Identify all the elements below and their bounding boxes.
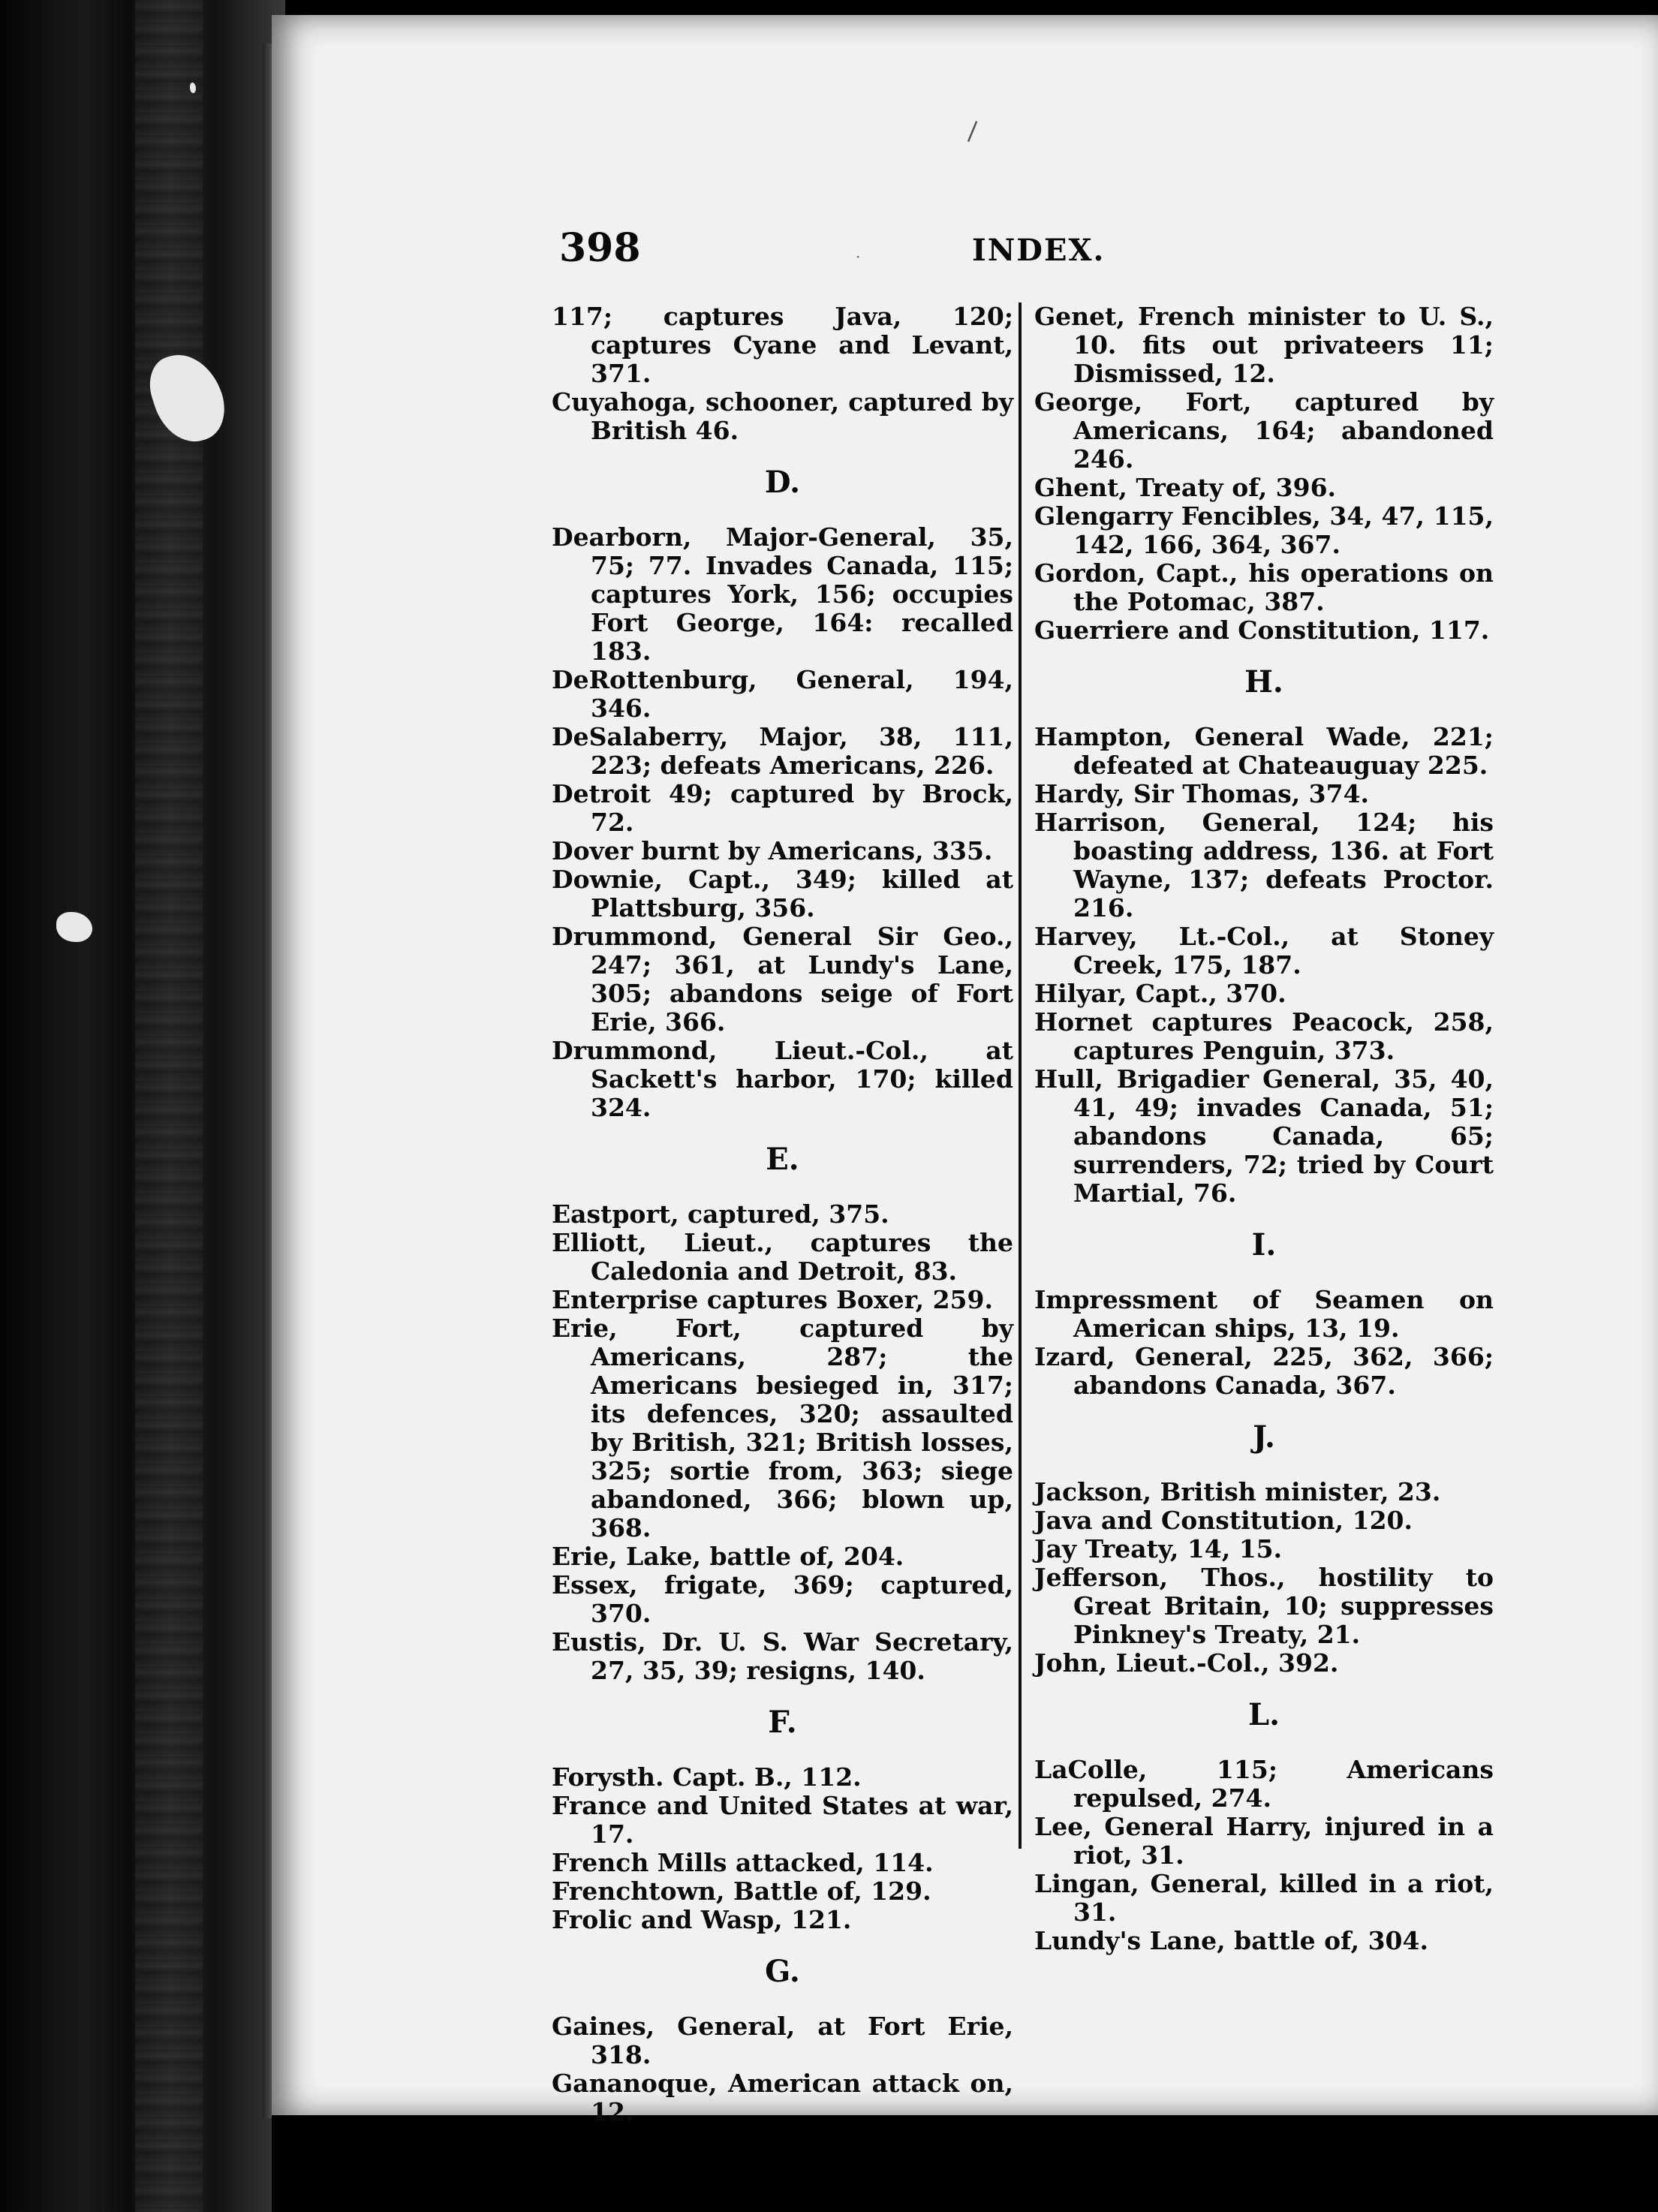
- index-entry: France and United States at war, 17.: [552, 1791, 1013, 1849]
- index-entry: Gaines, General, at Fort Erie, 318.: [552, 2012, 1013, 2069]
- section-letter: D.: [764, 465, 801, 500]
- index-entry: Essex, frigate, 369; captured, 370.: [552, 1570, 1013, 1628]
- index-entry: Jefferson, Thos., hostility to Great Britain, 10; suppresses Pinkney's Treaty, 21.: [1034, 1563, 1494, 1649]
- index-entry: Frolic and Wasp, 121.: [552, 1905, 852, 1934]
- index-entry: DeRottenburg, General, 194, 346.: [552, 665, 1013, 723]
- spine-texture: [135, 0, 203, 2212]
- index-entry: Harrison, General, 124; his boasting address, 136. at Fort Wayne, 137; defeats Proctor. 216.: [1034, 808, 1494, 922]
- index-column-left: [552, 302, 1013, 2126]
- page-title: INDEX.: [972, 233, 1106, 268]
- index-column-right: [1034, 302, 1494, 1955]
- index-entry: French Mills attacked, 114.: [552, 1848, 934, 1877]
- index-entry: Enterprise captures Boxer, 259.: [552, 1285, 993, 1314]
- index-entry: Drummond, Lieut.-Col., at Sackett's harbor, 170; killed 324.: [552, 1036, 1013, 1122]
- index-entry: Elliott, Lieut., captures the Caledonia and Detroit, 83.: [552, 1228, 1013, 1286]
- index-entry: John, Lieut.-Col., 392.: [1034, 1648, 1339, 1678]
- index-entry: Java and Constitution, 120.: [1034, 1506, 1413, 1535]
- index-entry: Hampton, General Wade, 221; defeated at Chateauguay 225.: [1034, 722, 1494, 780]
- index-entry: Gananoque, American attack on, 12.: [552, 2069, 1013, 2126]
- index-entry: Hilyar, Capt., 370.: [1034, 979, 1286, 1008]
- section-letter: J.: [1253, 1419, 1275, 1455]
- section-letter: G.: [765, 1954, 800, 1989]
- index-entry: Lingan, General, killed in a riot, 31.: [1034, 1869, 1494, 1927]
- index-entry: Cuyahoga, schooner, captured by British 46.: [552, 387, 1013, 445]
- index-entry: Impressment of Seamen on American ships, 13, 19.: [1034, 1285, 1494, 1343]
- index-entry: Hull, Brigadier General, 35, 40, 41, 49; invades Canada, 51; abandons Canada, 65; surrenders, 72; tried by Court Martial, 76.: [1034, 1064, 1494, 1208]
- index-entry: Izard, General, 225, 362, 366; abandons Canada, 367.: [1034, 1342, 1494, 1400]
- index-entry: George, Fort, captured by Americans, 164; abandoned 246.: [1034, 387, 1494, 474]
- index-entry: Ghent, Treaty of, 396.: [1034, 473, 1337, 502]
- index-entry: Erie, Fort, captured by Americans, 287; the Americans besieged in, 317; its defences, 320; assaulted by British, 321; British losses, 325; sortie from, 363; siege abandoned, 366; blown up, 368.: [552, 1314, 1013, 1542]
- index-entry: Erie, Lake, battle of, 204.: [552, 1542, 904, 1571]
- page-number: 398: [559, 225, 641, 271]
- running-head: [559, 225, 1106, 278]
- index-entry: Hardy, Sir Thomas, 374.: [1034, 779, 1370, 808]
- index-entry: Harvey, Lt.-Col., at Stoney Creek, 175, 187.: [1034, 922, 1494, 980]
- index-entry: Jay Treaty, 14, 15.: [1034, 1534, 1283, 1563]
- index-entry: Dearborn, Major-General, 35, 75; 77. Invades Canada, 115; captures York, 156; occupies Fort George, 164: recalled 183.: [552, 522, 1013, 666]
- section-letter: L.: [1247, 1697, 1280, 1732]
- page-blemish: \: [959, 116, 985, 146]
- paper-speck: [190, 83, 196, 93]
- section-letter: E.: [766, 1142, 799, 1177]
- index-entry: Downie, Capt., 349; killed at Plattsburg, 356.: [552, 865, 1013, 922]
- section-letter: H.: [1244, 664, 1283, 700]
- index-entry: 117; captures Java, 120; captures Cyane and Levant, 371.: [552, 302, 1013, 388]
- page-bottom-shadow: [272, 2115, 1658, 2212]
- index-entry: Hornet captures Peacock, 258, captures Penguin, 373.: [1034, 1007, 1494, 1065]
- index-entry: Lundy's Lane, battle of, 304.: [1034, 1926, 1428, 1955]
- index-entry: Genet, French minister to U. S., 10. fits out privateers 11; Dismissed, 12.: [1034, 302, 1494, 388]
- index-entry: Gordon, Capt., his operations on the Potomac, 387.: [1034, 558, 1494, 616]
- index-entry: Eastport, captured, 375.: [552, 1199, 889, 1229]
- index-entry: Lee, General Harry, injured in a riot, 31.: [1034, 1812, 1494, 1870]
- index-entry: Forysth. Capt. B., 112.: [552, 1762, 862, 1792]
- index-entry: Guerriere and Constitution, 117.: [1034, 615, 1490, 645]
- index-entry: Detroit 49; captured by Brock, 72.: [552, 779, 1013, 837]
- index-entry: Eustis, Dr. U. S. War Secretary, 27, 35, 39; resigns, 140.: [552, 1627, 1013, 1685]
- index-entry: Dover burnt by Americans, 335.: [552, 836, 993, 865]
- index-entry: DeSalaberry, Major, 38, 111, 223; defeats Americans, 226.: [552, 722, 1013, 780]
- section-letter: F.: [768, 1705, 797, 1740]
- index-entry: LaColle, 115; Americans repulsed, 274.: [1034, 1755, 1494, 1813]
- index-entry: Jackson, British minister, 23.: [1034, 1477, 1441, 1506]
- column-divider: [1019, 302, 1022, 1849]
- index-entry: Glengarry Fencibles, 34, 47, 115, 142, 166, 364, 367.: [1034, 501, 1494, 559]
- index-entry: Frenchtown, Battle of, 129.: [552, 1876, 931, 1906]
- page-blemish: ·: [856, 248, 861, 266]
- section-letter: I.: [1251, 1227, 1277, 1262]
- index-entry: Drummond, General Sir Geo., 247; 361, at Lundy's Lane, 305; abandons seige of Fort Erie, 366.: [552, 922, 1013, 1037]
